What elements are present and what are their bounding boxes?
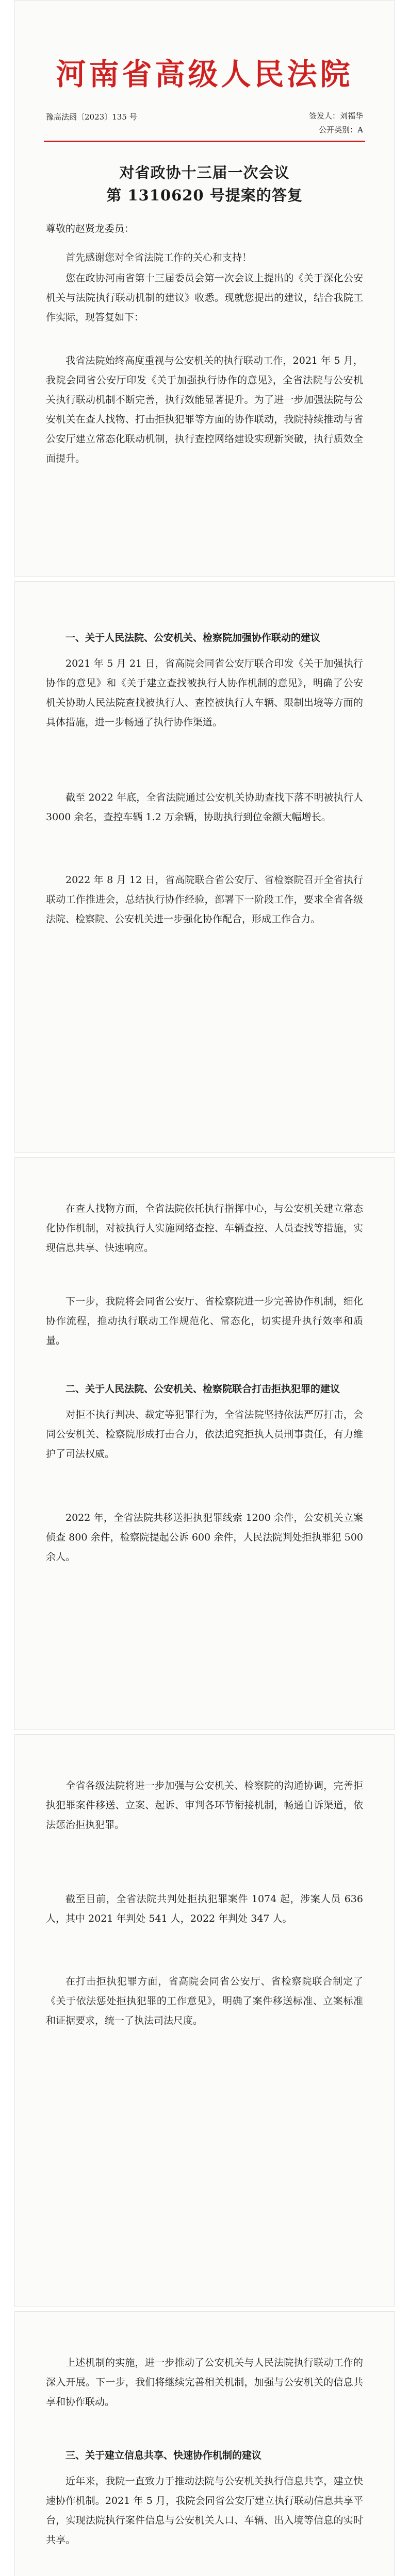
doc-title-line-1: 对省政协十三届一次会议 (119, 164, 290, 181)
paragraph: 我省法院始终高度重视与公安机关的执行联动工作，2021 年 5 月，我院会同省公安厅印发《关于加强执行协作的意见》，全省法院与公安机关执行联动机制不断完善，执行效能显著提升。为了进一步加强法院与公安机关在查人找物、打击拒执犯罪等方面的协作联动，我院持续推动与省公安厅建立常态化联动机制，执行查控网络建设实现新突破，执行质效全面提升。 (46, 355, 363, 464)
section-heading: 二、关于人民法院、公安机关、检察院联合打击拒执犯罪的建议 (66, 1383, 340, 1395)
open-type: 公开类别：A (319, 125, 363, 134)
paragraph: 全省各级法院将进一步加强与公安机关、检察院的沟通协调，完善拒执犯罪案件移送、立案、起诉、审判各环节衔接机制，畅通自诉渠道，依法惩治拒执犯罪。 (46, 1780, 363, 1831)
paragraph: 您在政协河南省第十三届委员会第一次会议上提出的《关于深化公安机关与法院执行联动机制的建议》收悉。现就您提出的建议，结合我院工作实际，现答复如下： (46, 273, 363, 323)
page-2 (14, 581, 395, 1153)
section-heading: 三、关于建立信息共享、快速协作机制的建议 (66, 2450, 262, 2461)
paragraph: 首先感谢您对全省法院工作的关心和支持！ (66, 252, 252, 263)
page-5 (14, 2311, 395, 2576)
paragraph: 截至目前，全省法院共判处拒执犯罪案件 1074 起，涉案人员 636 人，其中 2021 年判处 541 人，2022 年判处 347 人。 (46, 1893, 363, 1924)
paragraph: 2022 年 8 月 12 日，省高院联合省公安厅、省检察院召开全省执行联动工作推进会，总结执行协作经验，部署下一阶段工作，要求全省各级法院、检察院、公安机关进一步强化协作配合，形成工作合力。 (46, 874, 363, 925)
paragraph: 2022 年，全省法院共移送拒执犯罪线索 1200 余件，公安机关立案侦查 800 余件，检察院提起公诉 600 余件，人民法院判处拒执罪犯 500 余人。 (46, 1512, 363, 1563)
paragraph: 2021 年 5 月 21 日，省高院会同省公安厅联合印发《关于加强执行协作的意见》和《关于建立查找被执行人协作机制的意见》，明确了公安机关协助人民法院查找被执行人、查控被执行人车辆、限制出境等方面的具体措施，进一步畅通了执行协作渠道。 (46, 658, 363, 728)
paragraph: 在查人找物方面，全省法院依托执行指挥中心，与公安机关建立常态化协作机制，对被执行人实施网络查控、车辆查控、人员查找等措施，实现信息共享、快速响应。 (46, 1203, 363, 1253)
paragraph: 在打击拒执犯罪方面，省高院会同省公安厅、省检察院联合制定了《关于依法惩处拒执犯罪的工作意见》，明确了案件移送标准、立案标准和证据要求，统一了执法司法尺度。 (46, 1976, 363, 2026)
paragraph: 对拒不执行判决、裁定等犯罪行为，全省法院坚持依法严厉打击，会同公安机关、检察院形成打击合力，依法追究拒执人员刑事责任，有力维护了司法权威。 (46, 1409, 363, 1460)
page-4 (14, 1734, 395, 2307)
doc-title-line-2: 第 1310620 号提案的答复 (106, 187, 303, 204)
red-rule-divider (44, 141, 365, 142)
salutation: 尊敬的赵贤龙委员： (46, 223, 135, 234)
paragraph: 近年来，我院一直致力于推动法院与公安机关执行信息共享，建立快速协作机制。2021 年 5 月，我院会同省公安厅建立执行联动信息共享平台，实现法院执行案件信息与公安机关人口、车辆、出入境等信息的实时共享。 (46, 2476, 363, 2546)
paragraph: 上述机制的实施，进一步推动了公安机关与人民法院执行联动工作的深入开展。下一步，我们将继续完善相关机制，加强与公安机关的信息共享和协作联动。 (46, 2357, 363, 2408)
signer: 签发人：刘福华 (308, 111, 363, 121)
doc-number: 豫高法函〔2023〕135 号 (46, 112, 137, 122)
section-heading: 一、关于人民法院、公安机关、检察院加强协作联动的建议 (66, 632, 321, 643)
page-3 (14, 1157, 395, 1730)
page-1 (14, 0, 395, 577)
court-name-header: 河南省高级人民法院 (56, 57, 353, 92)
paragraph: 截至 2022 年底，全省法院通过公安机关协助查找下落不明被执行人 3000 余名，查控车辆 1.2 万余辆，协助执行到位金额大幅增长。 (46, 792, 363, 823)
paragraph: 下一步，我院将会同省公安厅、省检察院进一步完善协作机制，细化协作流程，推动执行联动工作规范化、常态化，切实提升执行效率和质量。 (46, 1296, 363, 1346)
